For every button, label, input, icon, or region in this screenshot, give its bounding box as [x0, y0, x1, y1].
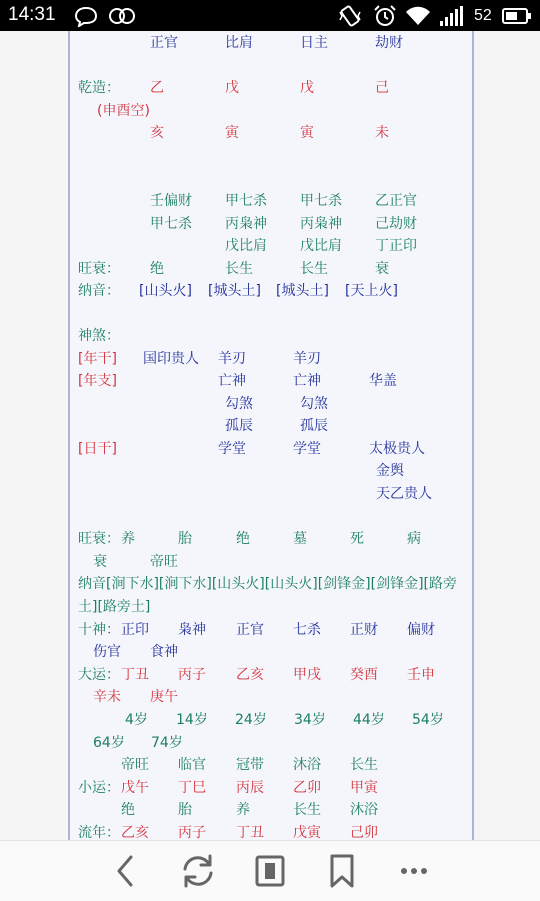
shensha-value: 羊刃: [218, 351, 246, 367]
heavenly-stem: 戊: [300, 80, 314, 96]
back-icon: [104, 851, 148, 891]
dayun-age: 64岁: [93, 735, 125, 751]
xiaoyun-value: 甲寅: [350, 780, 378, 796]
liunian-value: 己卯: [350, 825, 378, 840]
wangshuai-value: 衰: [375, 261, 389, 277]
shensha-value: 太极贵人: [369, 441, 425, 457]
shishen-label: 十神：: [78, 622, 120, 638]
ws-value: 帝旺: [150, 554, 178, 570]
more-icon: [392, 851, 436, 891]
vibrate-icon: [338, 4, 362, 28]
ws-value: 墓: [293, 531, 307, 547]
nayin-label: 纳音：: [78, 283, 120, 299]
xiaoyun-ws: 长生: [293, 802, 321, 818]
shensha-value: 羊刃: [293, 351, 321, 367]
shensha-value: 学堂: [218, 441, 246, 457]
xiaoyun-ws: 冠带: [236, 757, 264, 773]
dayun-value: 壬申: [407, 667, 435, 683]
xiaoyun-ws: 长生: [350, 757, 378, 773]
shishen-value: 正印: [121, 622, 149, 638]
xiaoyun-ws: 帝旺: [121, 757, 149, 773]
liunian-label: 流年：: [78, 825, 120, 840]
more-button[interactable]: [392, 851, 436, 891]
earthly-branch: 未: [375, 125, 389, 141]
browser-toolbar: [0, 840, 540, 901]
year-gan-label: [年干]: [78, 351, 117, 367]
dayun-value: 丙子: [178, 667, 206, 683]
shensha-value: 学堂: [293, 441, 321, 457]
hidden-stem: 己劫财: [375, 216, 417, 232]
earthly-branch: 寅: [300, 125, 314, 141]
heavenly-stem: 戊: [225, 80, 239, 96]
shensha-title: 神煞：: [78, 328, 120, 344]
ten-god-label: 比肩: [225, 35, 253, 51]
dayun-value: 癸酉: [350, 667, 378, 683]
hidden-stem: 甲七杀: [300, 193, 342, 209]
dayun-age: 54岁: [412, 712, 444, 728]
ws-value: 病: [407, 531, 421, 547]
dayun-value: 甲戌: [293, 667, 321, 683]
refresh-icon: [176, 851, 220, 891]
dayun-age: 4岁: [125, 712, 148, 728]
shensha-value: 孤辰: [225, 418, 253, 434]
shensha-value: 金舆: [376, 463, 404, 479]
status-bar: [0, 0, 540, 31]
xiaoyun-value: 丁巳: [178, 780, 206, 796]
shensha-value: 国印贵人: [143, 351, 199, 367]
ws-value: 胎: [178, 531, 192, 547]
nayin-value: [山头火]: [139, 283, 192, 299]
shishen-value: 正财: [350, 622, 378, 638]
heavenly-stem: 乙: [150, 80, 164, 96]
xiaoyun-label: 小运：: [78, 780, 120, 796]
nayin-value: [城头土]: [276, 283, 329, 299]
ten-god-label: 劫财: [375, 35, 403, 51]
wifi-icon: [405, 5, 431, 27]
shishen-value: 食神: [150, 644, 178, 660]
dayun-age: 74岁: [151, 735, 183, 751]
xiaoyun-value: 乙卯: [293, 780, 321, 796]
liunian-value: 丁丑: [236, 825, 264, 840]
xiaoyun-ws: 胎: [178, 802, 192, 818]
dayun-age: 44岁: [353, 712, 385, 728]
xiaoyun-ws: 养: [236, 802, 250, 818]
ten-god-label: 日主: [300, 35, 328, 51]
nayin-list: 纳音[涧下水][涧下水][山头火][山头火][剑锋金][剑锋金][路旁: [78, 576, 458, 592]
ws-value: 衰: [93, 554, 107, 570]
xiaoyun-value: 戊午: [121, 780, 149, 796]
year-zhi-label: [年支]: [78, 373, 117, 389]
earthly-branch: 寅: [225, 125, 239, 141]
back-button[interactable]: [104, 851, 148, 891]
nayin-value: [天上火]: [345, 283, 398, 299]
xiaoyun-ws: 绝: [121, 802, 135, 818]
bookmark-icon: [320, 851, 364, 891]
wangshuai-value: 长生: [300, 261, 328, 277]
xiaoyun-ws: 临官: [178, 757, 206, 773]
shishen-value: 伤官: [93, 644, 121, 660]
day-gan-label: [日干]: [78, 441, 117, 457]
dayun-value: 庚午: [150, 689, 178, 705]
dayun-label: 大运：: [78, 667, 120, 683]
liunian-value: 乙亥: [121, 825, 149, 840]
circles-icon: [108, 7, 136, 25]
liunian-value: 戊寅: [293, 825, 321, 840]
status-time: 14:31: [8, 4, 56, 25]
battery-level: 52: [474, 7, 492, 24]
ws-value: 绝: [236, 531, 250, 547]
shensha-value: 勾煞: [225, 396, 253, 412]
tabs-icon: [248, 851, 292, 891]
hidden-stem: 丙枭神: [225, 216, 267, 232]
dayun-age: 14岁: [176, 712, 208, 728]
battery-icon: [502, 8, 532, 24]
liunian-value: 丙子: [178, 825, 206, 840]
message-icon: [74, 5, 98, 27]
dayun-age: 34岁: [294, 712, 326, 728]
hidden-stem: 甲七杀: [225, 193, 267, 209]
hidden-stem: 丁正印: [375, 238, 417, 254]
alarm-icon: [372, 4, 398, 28]
wangshuai-value: 绝: [150, 261, 164, 277]
dayun-value: 辛未: [93, 689, 121, 705]
shishen-value: 七杀: [293, 622, 321, 638]
xiaoyun-value: 丙辰: [236, 780, 264, 796]
shensha-value: 勾煞: [300, 396, 328, 412]
bookmark-button[interactable]: [320, 851, 364, 891]
shensha-value: 亡神: [293, 373, 321, 389]
nayin-value: [城头土]: [208, 283, 261, 299]
hidden-stem: 戊比肩: [300, 238, 342, 254]
shensha-value: 亡神: [218, 373, 246, 389]
ws-value: 死: [350, 531, 364, 547]
qianzao-label: 乾造：: [78, 80, 120, 96]
hidden-stem: 戊比肩: [225, 238, 267, 254]
web-content[interactable]: [0, 31, 540, 840]
shensha-value: 孤辰: [300, 418, 328, 434]
heavenly-stem: 己: [375, 80, 389, 96]
hidden-stem: 甲七杀: [150, 216, 192, 232]
signal-icon: [438, 5, 466, 27]
ws-label: 旺衰：: [78, 531, 120, 547]
ws-value: 养: [121, 531, 135, 547]
dayun-value: 丁丑: [121, 667, 149, 683]
tabs-button[interactable]: [248, 851, 292, 891]
hidden-stem: 壬偏财: [150, 193, 192, 209]
dayun-value: 乙亥: [236, 667, 264, 683]
hidden-stem: 丙枭神: [300, 216, 342, 232]
shensha-value: 华盖: [369, 373, 397, 389]
earthly-branch: 亥: [150, 125, 164, 141]
shishen-value: 枭神: [178, 622, 206, 638]
wangshuai-label: 旺衰：: [78, 261, 120, 277]
xiaoyun-ws: 沐浴: [350, 802, 378, 818]
hidden-stem: 乙正官: [375, 193, 417, 209]
ten-god-label: 正官: [150, 35, 178, 51]
dayun-age: 24岁: [235, 712, 267, 728]
refresh-button[interactable]: [176, 851, 220, 891]
nayin-list: 土][路旁土]: [78, 599, 151, 615]
shishen-value: 正官: [236, 622, 264, 638]
xiaoyun-ws: 沐浴: [293, 757, 321, 773]
kong-label: (申酉空): [97, 103, 150, 119]
shishen-value: 偏财: [407, 622, 435, 638]
shensha-value: 天乙贵人: [376, 486, 432, 502]
wangshuai-value: 长生: [225, 261, 253, 277]
